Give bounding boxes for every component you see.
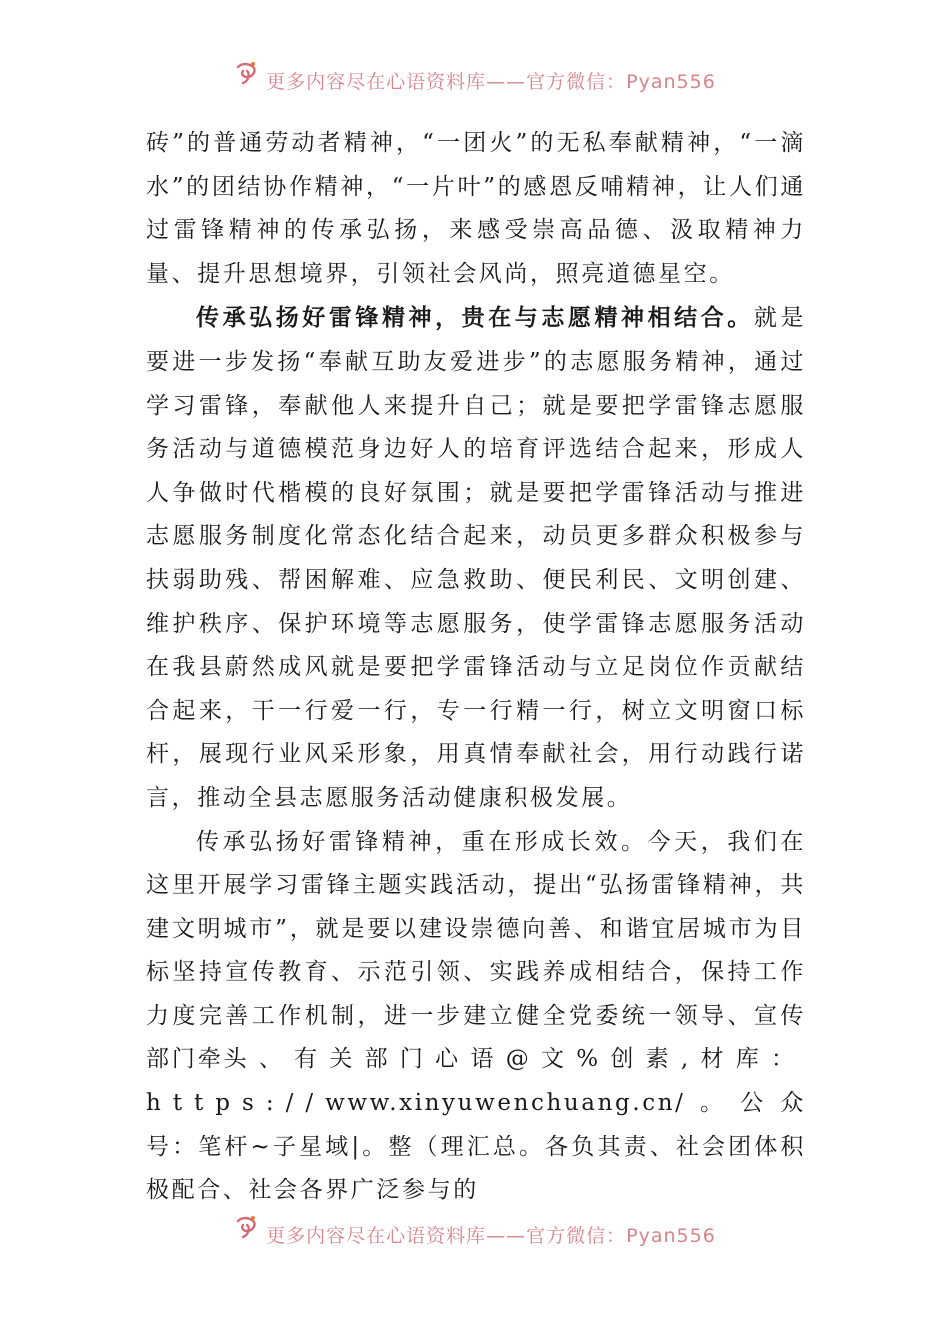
watermark-logo-icon [234, 1213, 260, 1239]
footer-watermark-text: 更多内容尽在心语资料库——官方微信：Pyan556 [266, 1224, 716, 1246]
paragraph-3 [146, 821, 806, 1213]
paragraph-1: 砖”的普通劳动者精神，“一团火”的无私奉献精神，“一滴水”的团结协作精神，“一片叶”的感恩反哺精神，让人们通过雷锋精神的传承弘扬，来感受崇高品德、汲取精神力量、提升思想境界，引领社会风尚，照亮道德星空。 [146, 130, 806, 287]
footer-watermark-banner [0, 1206, 950, 1246]
paragraph-2 [146, 296, 806, 820]
header-watermark-text: 更多内容尽在心语资料库——官方微信：Pyan556 [266, 70, 716, 92]
paragraph-3-tail-text: www.xinyuwenchuang.cn/。公众号：笔杆~子星域|。整（理汇总。各负其责、社会团体积极配合、社会各界广泛参与的 [146, 1090, 806, 1204]
paragraph-2-heading: 传承弘扬好雷锋精神，贵在与志愿精神相结合。 [196, 304, 754, 332]
watermark-logo-icon [234, 59, 260, 85]
document-body [146, 122, 806, 1213]
paragraph-2-text: 就是要进一步发扬“奉献互助友爱进步”的志愿服务精神，通过学习雷锋，奉献他人来提升自己；就是要把学雷锋志愿服务活动与道德模范身边好人的培育评选结合起来，形成人人争做时代楷模的良好氛围；就是要把学雷锋活动与推进志愿服务制度化常态化结合起来，动员更多群众积极参与扶弱助残、帮困解难、应急救助、便民利民、文明创建、维护秩序、保护环境等志愿服务，使学雷锋志愿服务活动在我县蔚然成风就是要把学雷锋活动与立足岗位作贡献结合起来，干一行爱一行，专一行精一行，树立文明窗口标杆，展现行业风采形象，用真情奉献社会，用行动践行诺言，推动全县志愿服务活动健康积极发展。 [146, 305, 806, 811]
paragraph-3-spread-text: 头、有关部门心语@文%创素,材库：https:// [146, 1046, 806, 1117]
header-watermark-banner [0, 52, 950, 92]
paragraph-3-text: 传承弘扬好雷锋精神，重在形成长效。今天，我们在这里开展学习雷锋主题实践活动，提出“弘扬雷锋精神，共建文明城市”，就是要以建设崇德向善、和谐宜居城市为目标坚持宣传教育、示范引领、实践养成相结合，保持工作力度完善工作机制，进一步建立健全党委统一领导、宣传部门牵 [146, 828, 806, 1073]
